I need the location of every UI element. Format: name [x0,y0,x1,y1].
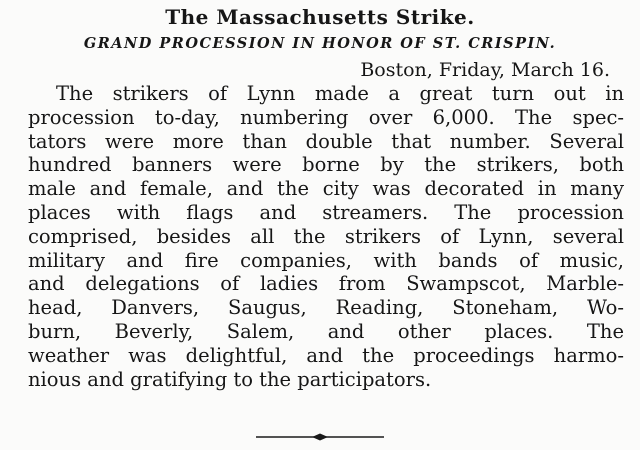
article-line: The strikers of Lynn made a great turn out in [56,82,624,105]
subheadline: GRAND PROCESSION IN HONOR OF ST. CRISPIN. [83,35,557,52]
article-line: head, Danvers, Saugus, Reading, Stoneham, Wo- [28,296,624,320]
article-line: nious and gratifying to the participators. [28,367,432,391]
article-line: comprised, besides all the strikers of Lynn, several [28,224,624,248]
article-body [28,82,624,391]
headline: The Massachusetts Strike. [165,5,475,29]
article-line: military and fire companies, with bands of music, [28,248,624,272]
dateline: Boston, Friday, March 16. [360,59,610,81]
article-line: places with flags and streamers. The procession [28,200,624,224]
ornamental-rule [256,432,384,442]
article-line: male and female, and the city was decorated in many [28,177,624,201]
article-line: and delegations of ladies from Swampscot, Marble- [28,272,624,296]
article-line: burn, Beverly, Salem, and other places. The [28,319,624,343]
article-line: tators were more than double that number. Several [28,129,624,153]
article-line: weather was delightful, and the proceedings harmo- [28,343,624,367]
article-line: procession to-day, numbering over 6,000. The spec- [28,105,624,129]
article-line: hundred banners were borne by the strikers, both [28,153,624,177]
